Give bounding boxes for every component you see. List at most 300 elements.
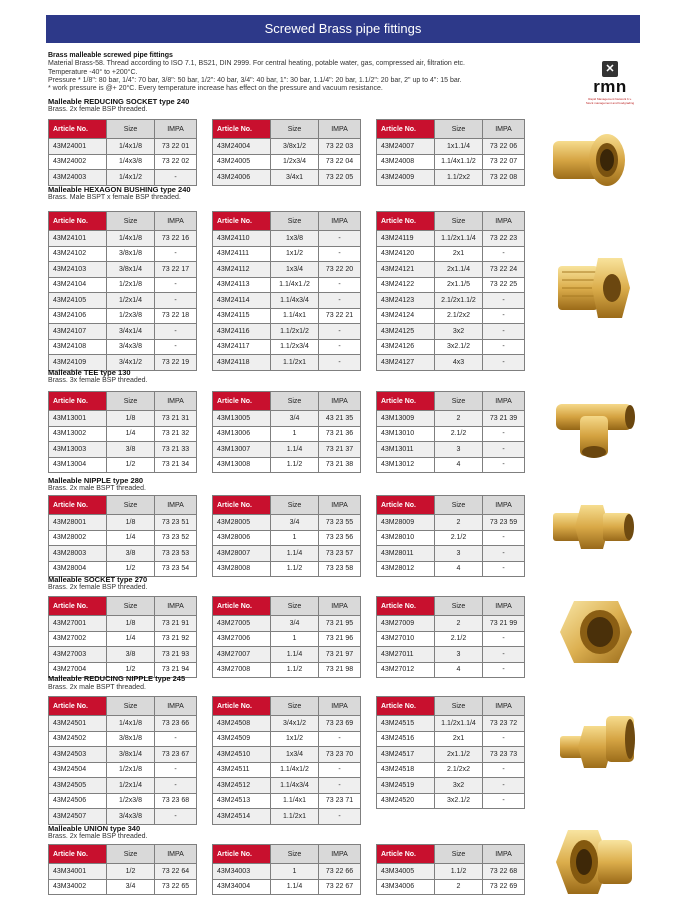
page-title-banner: Screwed Brass pipe fittings xyxy=(46,15,640,43)
size-value: 2.1/2x2 xyxy=(435,308,483,324)
table-row xyxy=(377,411,525,427)
impa-code: 73 22 02 xyxy=(155,154,197,170)
table-row xyxy=(49,339,197,355)
fittings-table xyxy=(376,596,525,678)
impa-code: 73 21 96 xyxy=(319,631,361,647)
article-number: 43M24107 xyxy=(49,324,107,340)
article-number: 43M13004 xyxy=(49,457,107,473)
size-value: 1x1.1/4 xyxy=(435,139,483,155)
size-value: 1.1/2x1 xyxy=(271,809,319,825)
table-row xyxy=(377,879,525,895)
article-number: 43M24502 xyxy=(49,731,107,747)
table-row xyxy=(377,515,525,531)
header-article: Article No. xyxy=(49,120,107,139)
impa-code: 73 23 52 xyxy=(155,530,197,546)
article-number: 43M24517 xyxy=(377,747,435,763)
impa-code: 73 22 16 xyxy=(155,231,197,247)
section-title: Malleable REDUCING NIPPLE type 245 xyxy=(48,674,186,683)
size-value: 1.1/4x3/4 xyxy=(271,293,319,309)
article-number: 43M13011 xyxy=(377,442,435,458)
impa-code: - xyxy=(155,731,197,747)
table-row xyxy=(213,355,361,371)
impa-code: 73 23 55 xyxy=(319,515,361,531)
article-number: 43M24504 xyxy=(49,762,107,778)
impa-code: 73 23 69 xyxy=(319,716,361,732)
table-row xyxy=(377,426,525,442)
header-size: Size xyxy=(435,597,483,616)
header-impa: IMPA xyxy=(483,597,525,616)
size-value: 1.1/2x1 xyxy=(271,355,319,371)
size-value: 1x3/8 xyxy=(271,231,319,247)
size-value: 4 xyxy=(435,457,483,473)
size-value: 1.1/2x1.1/4 xyxy=(435,716,483,732)
header-size: Size xyxy=(107,496,155,515)
header-article: Article No. xyxy=(49,496,107,515)
impa-code: 73 21 38 xyxy=(319,457,361,473)
article-number: 43M24002 xyxy=(49,154,107,170)
table-header-row xyxy=(49,597,197,616)
table-row xyxy=(213,339,361,355)
table-row xyxy=(49,731,197,747)
header-impa: IMPA xyxy=(483,496,525,515)
impa-code: - xyxy=(483,442,525,458)
header-size: Size xyxy=(435,496,483,515)
table-header-row xyxy=(377,120,525,139)
article-number: 43M24114 xyxy=(213,293,271,309)
size-value: 1.1/4x1 xyxy=(271,308,319,324)
size-value: 1 xyxy=(271,864,319,880)
header-size: Size xyxy=(107,120,155,139)
table-row xyxy=(377,442,525,458)
table-row xyxy=(49,809,197,825)
impa-code: 73 21 91 xyxy=(155,616,197,632)
impa-code: - xyxy=(483,339,525,355)
table-row xyxy=(377,747,525,763)
fittings-table xyxy=(212,844,361,895)
impa-code: 73 23 67 xyxy=(155,747,197,763)
article-number: 43M24106 xyxy=(49,308,107,324)
header-impa: IMPA xyxy=(483,392,525,411)
table-row xyxy=(377,530,525,546)
fittings-table xyxy=(212,211,361,371)
table-header-row xyxy=(49,212,197,231)
impa-code: - xyxy=(483,731,525,747)
size-value: 1/4x1/2 xyxy=(107,170,155,186)
table-row xyxy=(213,262,361,278)
size-value: 1 xyxy=(271,631,319,647)
header-article: Article No. xyxy=(377,212,435,231)
header-impa: IMPA xyxy=(319,392,361,411)
article-number: 43M24110 xyxy=(213,231,271,247)
article-number: 43M24507 xyxy=(49,809,107,825)
article-number: 43M24508 xyxy=(213,716,271,732)
impa-code: 73 21 95 xyxy=(319,616,361,632)
fittings-table xyxy=(212,696,361,825)
size-value: 1/2x3/8 xyxy=(107,308,155,324)
size-value: 1/2x1/4 xyxy=(107,293,155,309)
table-row xyxy=(213,731,361,747)
article-number: 43M24009 xyxy=(377,170,435,186)
article-number: 43M24115 xyxy=(213,308,271,324)
table-header-row xyxy=(49,496,197,515)
impa-code: 73 22 64 xyxy=(155,864,197,880)
size-value: 3x2.1/2 xyxy=(435,793,483,809)
size-value: 1/4x1/8 xyxy=(107,139,155,155)
table-row xyxy=(377,616,525,632)
article-number: 43M13002 xyxy=(49,426,107,442)
header-article: Article No. xyxy=(377,597,435,616)
size-value: 3/4x3/8 xyxy=(107,809,155,825)
article-number: 43M24123 xyxy=(377,293,435,309)
table-row xyxy=(377,457,525,473)
article-number: 43M24126 xyxy=(377,339,435,355)
section-subtitle: Brass. 2x male BSPT threaded. xyxy=(48,485,146,492)
size-value: 3 xyxy=(435,546,483,562)
header-size: Size xyxy=(107,845,155,864)
impa-code: - xyxy=(155,324,197,340)
impa-code: 73 21 99 xyxy=(483,616,525,632)
size-value: 2 xyxy=(435,411,483,427)
table-header-row xyxy=(49,392,197,411)
header-impa: IMPA xyxy=(483,697,525,716)
table-row xyxy=(49,170,197,186)
impa-code: 73 23 54 xyxy=(155,561,197,577)
impa-code: 73 23 66 xyxy=(155,716,197,732)
fittings-table xyxy=(376,211,525,371)
size-value: 3/4 xyxy=(271,616,319,632)
article-number: 43M13009 xyxy=(377,411,435,427)
header-size: Size xyxy=(271,845,319,864)
article-number: 43M27011 xyxy=(377,647,435,663)
section-title: Malleable HEXAGON BUSHING type 240 xyxy=(48,185,191,194)
size-value: 4 xyxy=(435,662,483,678)
article-number: 43M24005 xyxy=(213,154,271,170)
article-number: 43M24514 xyxy=(213,809,271,825)
table-header-row xyxy=(49,845,197,864)
size-value: 3/4x1/2 xyxy=(107,355,155,371)
size-value: 1/2 xyxy=(107,561,155,577)
table-row xyxy=(213,647,361,663)
impa-code: 73 21 94 xyxy=(155,662,197,678)
table-header-row xyxy=(377,212,525,231)
article-number: 43M24127 xyxy=(377,355,435,371)
section-subtitle: Brass. 3x female BSP threaded. xyxy=(48,377,148,384)
table-row xyxy=(213,170,361,186)
impa-code: - xyxy=(319,277,361,293)
size-value: 4x3 xyxy=(435,355,483,371)
article-number: 43M24505 xyxy=(49,778,107,794)
article-number: 43M34001 xyxy=(49,864,107,880)
article-number: 43M28011 xyxy=(377,546,435,562)
article-number: 43M24117 xyxy=(213,339,271,355)
impa-code: - xyxy=(155,246,197,262)
header-article: Article No. xyxy=(49,597,107,616)
section-subtitle: Brass. 2x female BSP threaded. xyxy=(48,106,148,113)
impa-code: 73 21 36 xyxy=(319,426,361,442)
table-row xyxy=(377,546,525,562)
hexagon-bushing-photo xyxy=(548,252,634,324)
article-number: 43M24501 xyxy=(49,716,107,732)
header-size: Size xyxy=(271,697,319,716)
intro-heading: Brass malleable screwed pipe fittings xyxy=(48,52,173,59)
impa-code: - xyxy=(483,793,525,809)
table-row xyxy=(49,762,197,778)
size-value: 3 xyxy=(435,442,483,458)
article-number: 43M24511 xyxy=(213,762,271,778)
section-subtitle: Brass. 2x female BSP threaded. xyxy=(48,584,148,591)
table-row xyxy=(377,154,525,170)
table-row xyxy=(377,355,525,371)
article-number: 43M28005 xyxy=(213,515,271,531)
size-value: 1x3/4 xyxy=(271,747,319,763)
size-value: 2x1 xyxy=(435,246,483,262)
impa-code: - xyxy=(155,809,197,825)
table-header-row xyxy=(213,392,361,411)
intro-text xyxy=(48,52,568,93)
reducing-nipple-photo xyxy=(558,706,638,778)
article-number: 43M28002 xyxy=(49,530,107,546)
table-header-row xyxy=(213,496,361,515)
article-number: 43M27008 xyxy=(213,662,271,678)
article-number: 43M24003 xyxy=(49,170,107,186)
impa-code: 73 21 39 xyxy=(483,411,525,427)
size-value: 1x1/2 xyxy=(271,731,319,747)
table-row xyxy=(377,662,525,678)
header-size: Size xyxy=(271,392,319,411)
table-row xyxy=(49,139,197,155)
header-article: Article No. xyxy=(213,496,271,515)
table-row xyxy=(49,262,197,278)
table-row xyxy=(213,809,361,825)
article-number: 43M24121 xyxy=(377,262,435,278)
size-value: 1/4x3/8 xyxy=(107,154,155,170)
table-row xyxy=(49,716,197,732)
impa-code: - xyxy=(483,308,525,324)
table-row xyxy=(213,616,361,632)
size-value: 3/8x1/8 xyxy=(107,731,155,747)
size-value: 3/4x1/2 xyxy=(271,716,319,732)
table-row xyxy=(377,139,525,155)
header-article: Article No. xyxy=(377,496,435,515)
impa-code: 73 22 23 xyxy=(483,231,525,247)
size-value: 2.1/2 xyxy=(435,530,483,546)
article-number: 43M13012 xyxy=(377,457,435,473)
article-number: 43M24119 xyxy=(377,231,435,247)
article-number: 43M13006 xyxy=(213,426,271,442)
table-row xyxy=(213,515,361,531)
table-row xyxy=(213,793,361,809)
size-value: 2x1 xyxy=(435,731,483,747)
table-row xyxy=(213,561,361,577)
impa-code: 73 22 05 xyxy=(319,170,361,186)
size-value: 1.1/2x3/4 xyxy=(271,339,319,355)
section-subtitle: Brass. Male BSPT x female BSP threaded. xyxy=(48,194,181,201)
impa-code: 73 22 18 xyxy=(155,308,197,324)
header-size: Size xyxy=(271,597,319,616)
section-subtitle: Brass. 2x female BSP threaded. xyxy=(48,833,148,840)
table-header-row xyxy=(377,496,525,515)
size-value: 1 xyxy=(271,426,319,442)
size-value: 1/4 xyxy=(107,426,155,442)
impa-code: 73 22 69 xyxy=(483,879,525,895)
size-value: 2.1/2 xyxy=(435,426,483,442)
size-value: 3/8 xyxy=(107,647,155,663)
table-row xyxy=(49,308,197,324)
impa-code: - xyxy=(483,293,525,309)
article-number: 43M24103 xyxy=(49,262,107,278)
table-row xyxy=(49,778,197,794)
header-impa: IMPA xyxy=(319,496,361,515)
fittings-table xyxy=(376,495,525,577)
impa-code: - xyxy=(155,293,197,309)
size-value: 1.1/4x1/2 xyxy=(271,762,319,778)
size-value: 1x1/2 xyxy=(271,246,319,262)
article-number: 43M13010 xyxy=(377,426,435,442)
table-row xyxy=(377,647,525,663)
table-row xyxy=(213,762,361,778)
article-number: 43M24510 xyxy=(213,747,271,763)
impa-code: 73 22 21 xyxy=(319,308,361,324)
table-row xyxy=(377,339,525,355)
article-number: 43M28003 xyxy=(49,546,107,562)
impa-code: 73 22 08 xyxy=(483,170,525,186)
article-number: 43M24113 xyxy=(213,277,271,293)
header-size: Size xyxy=(107,697,155,716)
table-row xyxy=(213,426,361,442)
impa-code: 73 22 03 xyxy=(319,139,361,155)
table-row xyxy=(213,246,361,262)
article-number: 43M24108 xyxy=(49,339,107,355)
size-value: 3/4 xyxy=(271,515,319,531)
size-value: 1/2x3/8 xyxy=(107,793,155,809)
size-value: 1.1/2x1/2 xyxy=(271,324,319,340)
header-article: Article No. xyxy=(49,392,107,411)
article-number: 43M24506 xyxy=(49,793,107,809)
size-value: 1.1/4x1.1/2 xyxy=(435,154,483,170)
article-number: 43M24007 xyxy=(377,139,435,155)
table-row xyxy=(213,631,361,647)
header-article: Article No. xyxy=(377,697,435,716)
impa-code: 73 21 92 xyxy=(155,631,197,647)
socket-photo xyxy=(556,597,636,667)
section-title: Malleable REDUCING SOCKET type 240 xyxy=(48,97,190,106)
impa-code: 73 23 51 xyxy=(155,515,197,531)
size-value: 1 xyxy=(271,530,319,546)
table-row xyxy=(49,277,197,293)
table-row xyxy=(49,793,197,809)
impa-code: 73 23 68 xyxy=(155,793,197,809)
article-number: 43M27006 xyxy=(213,631,271,647)
size-value: 1/8 xyxy=(107,616,155,632)
header-impa: IMPA xyxy=(155,496,197,515)
table-row xyxy=(49,426,197,442)
size-value: 2 xyxy=(435,879,483,895)
table-header-row xyxy=(377,697,525,716)
size-value: 3 xyxy=(435,647,483,663)
fittings-table xyxy=(48,391,197,473)
impa-code: - xyxy=(319,778,361,794)
table-row xyxy=(49,515,197,531)
article-number: 43M24503 xyxy=(49,747,107,763)
article-number: 43M24004 xyxy=(213,139,271,155)
size-value: 1/4 xyxy=(107,631,155,647)
table-row xyxy=(49,879,197,895)
impa-code: - xyxy=(319,339,361,355)
size-value: 3x2.1/2 xyxy=(435,339,483,355)
impa-code: 73 23 73 xyxy=(483,747,525,763)
header-size: Size xyxy=(107,212,155,231)
table-row xyxy=(213,154,361,170)
fittings-table xyxy=(376,844,525,895)
article-number: 43M24104 xyxy=(49,277,107,293)
table-row xyxy=(213,293,361,309)
header-impa: IMPA xyxy=(483,120,525,139)
table-header-row xyxy=(213,845,361,864)
impa-code: - xyxy=(319,246,361,262)
impa-code: - xyxy=(155,170,197,186)
fittings-table xyxy=(48,844,197,895)
impa-code: - xyxy=(483,561,525,577)
size-value: 1/2x1/8 xyxy=(107,762,155,778)
table-row xyxy=(213,277,361,293)
intro-line: * work pressure is @+ 20°C. Every temperature increase has effect on the pressure and vacuum resistance. xyxy=(48,85,383,93)
company-logo xyxy=(580,61,640,117)
header-size: Size xyxy=(435,212,483,231)
impa-code: 73 22 66 xyxy=(319,864,361,880)
table-header-row xyxy=(377,597,525,616)
impa-code: 43 21 35 xyxy=(319,411,361,427)
table-row xyxy=(377,170,525,186)
impa-code: - xyxy=(155,277,197,293)
table-row xyxy=(49,747,197,763)
table-row xyxy=(213,662,361,678)
article-number: 43M24105 xyxy=(49,293,107,309)
article-number: 43M34005 xyxy=(377,864,435,880)
header-impa: IMPA xyxy=(155,392,197,411)
fittings-table xyxy=(212,495,361,577)
size-value: 3/4x1/4 xyxy=(107,324,155,340)
impa-code: 73 22 68 xyxy=(483,864,525,880)
size-value: 1/4 xyxy=(107,530,155,546)
table-row xyxy=(49,154,197,170)
size-value: 2x1.1/5 xyxy=(435,277,483,293)
size-value: 1/2x1/8 xyxy=(107,277,155,293)
table-row xyxy=(377,793,525,809)
table-row xyxy=(377,324,525,340)
article-number: 43M28001 xyxy=(49,515,107,531)
header-impa: IMPA xyxy=(155,697,197,716)
impa-code: - xyxy=(483,546,525,562)
impa-code: 73 21 93 xyxy=(155,647,197,663)
header-article: Article No. xyxy=(377,392,435,411)
article-number: 43M27009 xyxy=(377,616,435,632)
header-impa: IMPA xyxy=(319,120,361,139)
article-number: 43M24112 xyxy=(213,262,271,278)
size-value: 3/8x1/8 xyxy=(107,246,155,262)
article-number: 43M24122 xyxy=(377,277,435,293)
size-value: 3/8x1/4 xyxy=(107,747,155,763)
size-value: 1.1/2 xyxy=(271,662,319,678)
size-value: 2.1/2x2 xyxy=(435,762,483,778)
tee-photo xyxy=(552,386,636,460)
article-number: 43M24120 xyxy=(377,246,435,262)
header-article: Article No. xyxy=(213,845,271,864)
table-row xyxy=(49,442,197,458)
impa-code: - xyxy=(319,731,361,747)
size-value: 1/4x1/8 xyxy=(107,716,155,732)
impa-code: 73 23 56 xyxy=(319,530,361,546)
impa-code: 73 23 53 xyxy=(155,546,197,562)
